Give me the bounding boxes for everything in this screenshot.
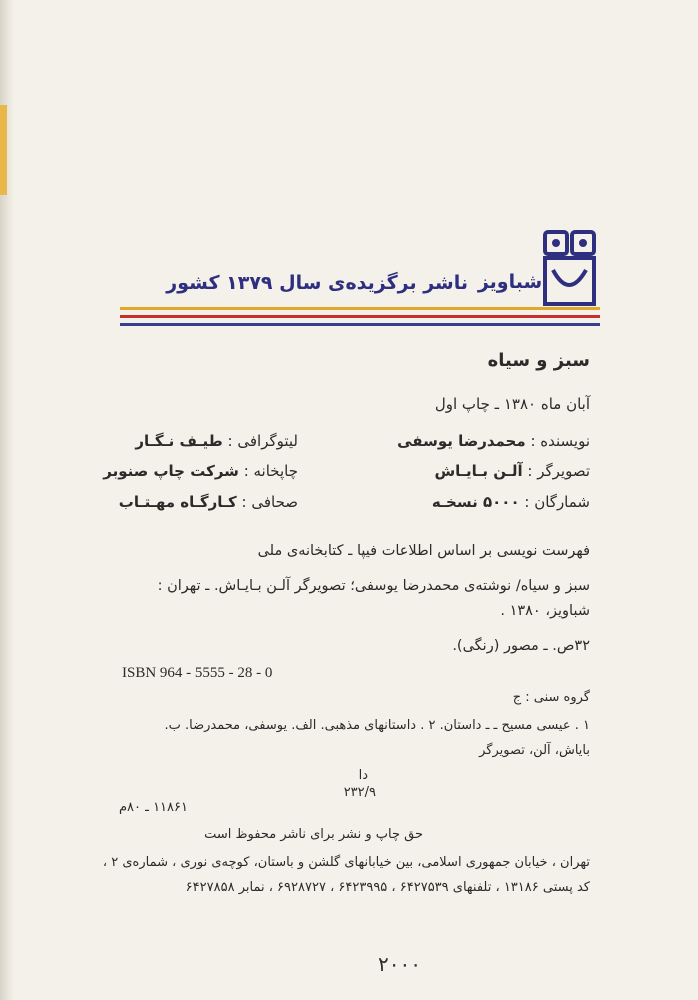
national-number: ۱۱۸۶۱ ـ ۸۰م xyxy=(118,800,188,815)
author-label: نویسنده : xyxy=(530,432,590,450)
binding-label: صحافی : xyxy=(241,493,298,511)
litho-value: طیـف نـگـار xyxy=(135,432,223,450)
logo-wordmark: شباویز xyxy=(477,271,543,293)
address-line-1: تهران ، خیابان جمهوری اسلامی، بین خیابانهای گلشن و باستان، کوچه‌ی نوری ، شماره‌ی ۲ ، xyxy=(102,855,590,870)
copies-label: شمارگان : xyxy=(524,493,590,511)
credit-litho xyxy=(135,432,298,450)
age-group: گروه سنی : ج xyxy=(512,690,590,705)
owl-logo-icon xyxy=(475,226,600,314)
classification-1: دا xyxy=(358,768,368,783)
catalog-line-3: ۳۲ص. ـ مصور (رنگی). xyxy=(452,638,590,654)
rights-notice: حق چاپ و نشر برای ناشر محفوظ است xyxy=(204,827,423,842)
header-rule-red xyxy=(120,315,600,318)
header-rule-blue xyxy=(120,323,600,326)
catalog-line-2: شباویز، ۱۳۸۰ . xyxy=(500,603,590,619)
isbn: ISBN 964 - 5555 - 28 - 0 xyxy=(122,665,273,681)
publisher-tagline: ناشر برگزیده‌ی سال ۱۳۷۹ کشور xyxy=(166,272,468,294)
price: ۲۰۰۰ xyxy=(378,952,421,976)
book-title: سبز و سیاه xyxy=(487,350,590,371)
binding-value: کـارگـاه مهـتـاب xyxy=(118,493,237,511)
header-rule-yellow xyxy=(120,307,600,310)
credit-binding xyxy=(119,493,298,511)
credit-copies xyxy=(432,493,590,511)
catalog-line-1: سبز و سیاه/ نوشته‌ی محمدرضا یوسفی؛ تصویرگر آلـن بـایـاش. ـ تهران : xyxy=(157,578,590,594)
catalog-heading: فهرست نویسی بر اساس اطلاعات فیپا ـ کتابخانه‌ی ملی xyxy=(257,543,590,559)
printer-value: شرکت چاپ صنوبر xyxy=(103,462,239,480)
subjects-line-2: بایاش، آلن، تصویرگر xyxy=(479,743,590,758)
credit-illustrator xyxy=(434,462,590,480)
credit-printer xyxy=(103,462,298,480)
author-value: محمدرضا یوسفی xyxy=(397,432,526,450)
copies-value: ۵۰۰۰ نسخـه xyxy=(431,493,520,511)
page-marker-strip xyxy=(0,105,7,195)
classification-2: ۲۳۲/۹ xyxy=(343,785,376,800)
litho-label: لیتوگرافی : xyxy=(227,432,298,450)
edition-info: آبان ماه ۱۳۸۰ ـ چاپ اول xyxy=(434,395,590,413)
address-line-2: کد پستی ۱۳۱۸۶ ، تلفنهای ۶۴۲۷۵۳۹ ، ۶۴۲۳۹۹۵ ، ۶۹۲۸۷۲۷ ، نمابر ۶۴۲۷۸۵۸ xyxy=(185,880,590,895)
illustrator-value: آلـن بـایـاش xyxy=(434,462,523,480)
printer-label: چاپخانه : xyxy=(243,462,298,480)
publisher-logo xyxy=(475,226,600,314)
credit-author xyxy=(397,432,590,450)
subjects-line-1: ۱ . عیسی مسیح ـ ـ داستان. ۲ . داستانهای مذهبی. الف. یوسفی، محمدرضا. ب. xyxy=(164,718,590,733)
illustrator-label: تصویرگر : xyxy=(527,462,590,480)
